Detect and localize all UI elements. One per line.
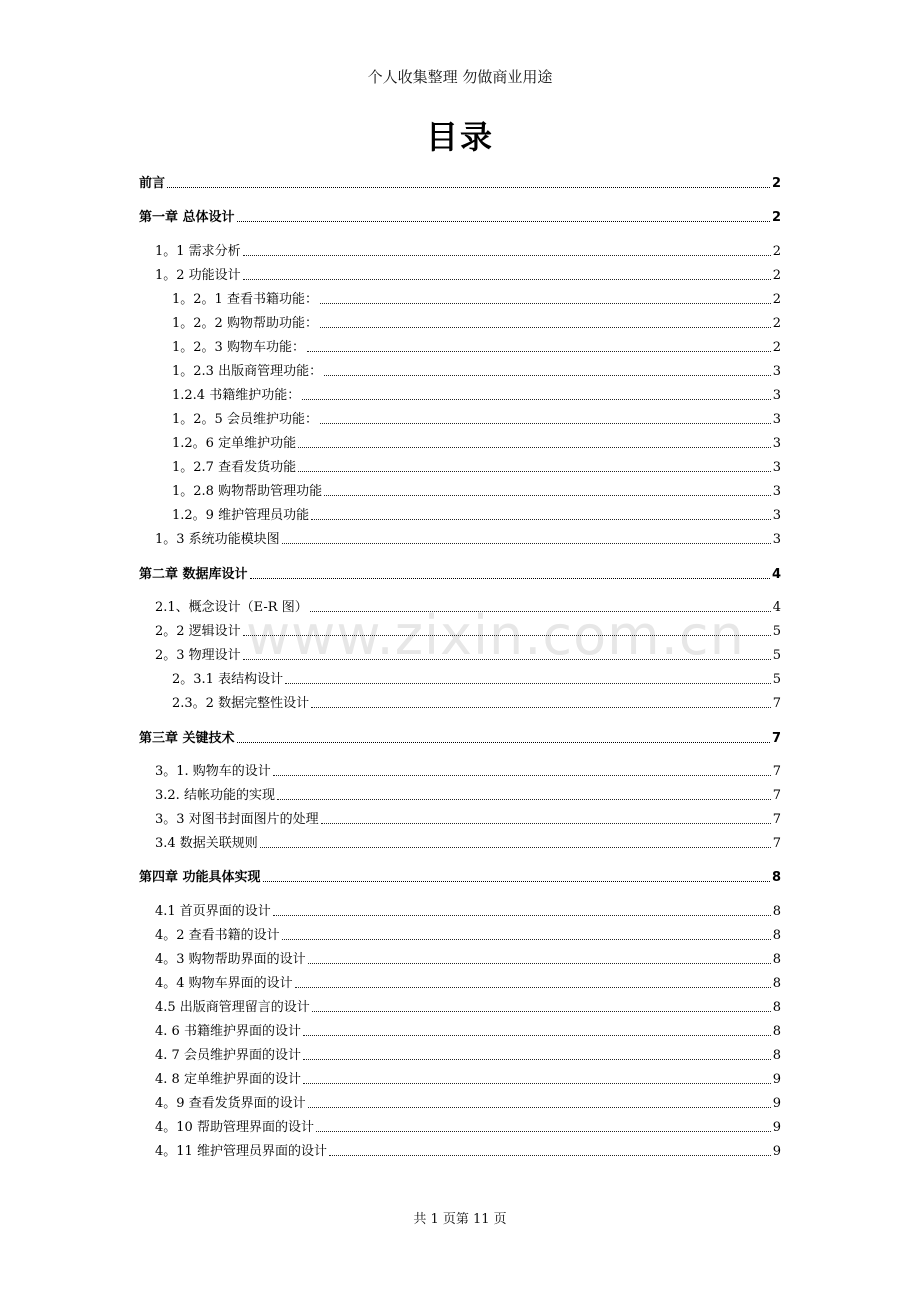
toc-entry-label: 1。2.3 出版商管理功能： — [172, 364, 323, 379]
toc-entry-label: 3。3 对图书封面图片的处理 — [155, 812, 319, 827]
toc-dot-leader — [307, 351, 771, 352]
toc-entry-label: 1。2.7 查看发货功能 — [172, 460, 297, 475]
toc-entry-label: 4。11 维护管理员界面的设计 — [155, 1144, 327, 1159]
toc-dot-leader — [302, 399, 771, 400]
toc-entry-label: 4. 8 定单维护界面的设计 — [155, 1072, 301, 1087]
toc-dot-leader — [316, 1131, 771, 1132]
toc-dot-leader — [243, 279, 771, 280]
toc-dot-leader — [298, 471, 771, 472]
toc-entry — [155, 620, 781, 640]
toc-entry-label: 4。2 查看书籍的设计 — [155, 928, 280, 943]
toc-entry — [155, 1092, 781, 1112]
toc-chapter-entry — [139, 727, 781, 747]
toc-entry-page-number: 2 — [772, 316, 781, 331]
toc-entry — [155, 528, 781, 548]
toc-entry-label: 4. 6 书籍维护界面的设计 — [155, 1024, 301, 1039]
toc-entry-label: 1。2。5 会员维护功能： — [172, 412, 318, 427]
toc-entry-page-number: 3 — [772, 388, 781, 403]
toc-entry — [172, 456, 781, 476]
toc-entry — [172, 336, 781, 356]
toc-dot-leader — [277, 799, 771, 800]
page-header-note: 个人收集整理 勿做商业用途 — [367, 68, 553, 86]
toc-entry-page-number: 9 — [772, 1144, 781, 1159]
toc-entry — [155, 1116, 781, 1136]
toc-dot-leader — [263, 881, 770, 882]
toc-chapter-entry — [139, 206, 781, 226]
toc-dot-leader — [324, 375, 771, 376]
toc-entry-page-number: 8 — [772, 952, 781, 967]
toc-entry — [172, 312, 781, 332]
toc-dot-leader — [308, 963, 771, 964]
toc-dot-leader — [237, 742, 770, 743]
toc-entry — [155, 264, 781, 284]
toc-dot-leader — [320, 303, 771, 304]
toc-entry-label: 1。1 需求分析 — [155, 244, 241, 259]
toc-entry — [172, 360, 781, 380]
toc-entry-page-number: 3 — [772, 508, 781, 523]
toc-dot-leader — [243, 659, 771, 660]
toc-entry-page-number: 2 — [772, 244, 781, 259]
toc-dot-leader — [295, 987, 771, 988]
toc-entry-page-number: 7 — [771, 731, 781, 746]
toc-entry-label: 2.3。2 数据完整性设计 — [172, 696, 310, 711]
toc-dot-leader — [324, 495, 771, 496]
toc-entry — [155, 948, 781, 968]
toc-dot-leader — [167, 187, 770, 188]
toc-entry — [172, 408, 781, 428]
toc-entry — [172, 668, 781, 688]
toc-entry-label: 3。1. 购物车的设计 — [155, 764, 271, 779]
toc-entry-label: 3.2. 结帐功能的实现 — [155, 788, 275, 803]
toc-dot-leader — [250, 578, 770, 579]
toc-entry-label: 2.1、概念设计（E-R 图） — [155, 600, 308, 615]
toc-entry — [172, 480, 781, 500]
toc-entry-page-number: 2 — [772, 268, 781, 283]
toc-entry-page-number: 8 — [772, 1024, 781, 1039]
toc-entry-label: 4。3 购物帮助界面的设计 — [155, 952, 306, 967]
toc-dot-leader — [308, 1107, 771, 1108]
toc-entry-label: 第一章 总体设计 — [139, 210, 235, 225]
toc-entry-label: 1.2.4 书籍维护功能： — [172, 388, 301, 403]
toc-entry-page-number: 5 — [772, 672, 781, 687]
toc-entry — [155, 644, 781, 664]
toc-entry — [155, 1068, 781, 1088]
toc-entry — [172, 504, 781, 524]
toc-entry-label: 1.2。9 维护管理员功能 — [172, 508, 310, 523]
toc-entry-page-number: 8 — [772, 904, 781, 919]
toc-entry-label: 1。2。3 购物车功能： — [172, 340, 305, 355]
toc-entry-label: 1.2。6 定单维护功能 — [172, 436, 297, 451]
toc-chapter-entry — [139, 563, 781, 583]
toc-entry — [155, 1020, 781, 1040]
toc-entry — [172, 384, 781, 404]
toc-entry-page-number: 8 — [771, 870, 781, 885]
toc-entry-label: 4.5 出版商管理留言的设计 — [155, 1000, 310, 1015]
toc-entry-label: 第四章 功能具体实现 — [139, 870, 261, 885]
toc-entry-label: 4。9 查看发货界面的设计 — [155, 1096, 306, 1111]
toc-dot-leader — [273, 915, 771, 916]
toc-entry-label: 3.4 数据关联规则 — [155, 836, 258, 851]
toc-entry-page-number: 7 — [772, 696, 781, 711]
toc-entry-label: 1。2.8 购物帮助管理功能 — [172, 484, 323, 499]
toc-dot-leader — [303, 1035, 771, 1036]
toc-entry-label: 2。3.1 表结构设计 — [172, 672, 284, 687]
toc-entry-label: 4。4 购物车界面的设计 — [155, 976, 293, 991]
toc-dot-leader — [303, 1059, 771, 1060]
toc-entry-label: 2。3 物理设计 — [155, 648, 241, 663]
toc-entry-page-number: 3 — [772, 532, 781, 547]
toc-entry-page-number: 7 — [772, 764, 781, 779]
toc-dot-leader — [321, 823, 771, 824]
toc-dot-leader — [310, 611, 771, 612]
toc-dot-leader — [320, 423, 771, 424]
toc-dot-leader — [243, 255, 771, 256]
toc-entry — [155, 808, 781, 828]
toc-dot-leader — [260, 847, 771, 848]
toc-entry — [155, 1140, 781, 1160]
toc-entry-label: 1。3 系统功能模块图 — [155, 532, 280, 547]
toc-entry-page-number: 9 — [772, 1072, 781, 1087]
toc-entry — [155, 240, 781, 260]
toc-entry — [172, 432, 781, 452]
toc-entry-page-number: 5 — [772, 648, 781, 663]
toc-entry-page-number: 9 — [772, 1096, 781, 1111]
toc-entry — [155, 1044, 781, 1064]
toc-dot-leader — [329, 1155, 771, 1156]
toc-dot-leader — [237, 221, 770, 222]
toc-dot-leader — [311, 707, 771, 708]
toc-entry — [172, 288, 781, 308]
toc-entry — [155, 784, 781, 804]
watermark-text: www.zixin.com.cn — [246, 604, 745, 667]
toc-entry-page-number: 9 — [772, 1120, 781, 1135]
toc-dot-leader — [303, 1083, 771, 1084]
toc-entry-page-number: 7 — [772, 836, 781, 851]
toc-entry — [155, 832, 781, 852]
toc-entry — [155, 760, 781, 780]
toc-entry-label: 2。2 逻辑设计 — [155, 624, 241, 639]
toc-entry — [155, 924, 781, 944]
toc-entry-page-number: 8 — [772, 928, 781, 943]
toc-entry-page-number: 3 — [772, 364, 781, 379]
toc-entry-label: 1。2 功能设计 — [155, 268, 241, 283]
toc-entry — [155, 996, 781, 1016]
toc-dot-leader — [298, 447, 771, 448]
toc-entry-page-number: 8 — [772, 976, 781, 991]
toc-entry-page-number: 2 — [771, 210, 781, 225]
toc-entry-page-number: 4 — [771, 567, 781, 582]
toc-entry — [155, 900, 781, 920]
toc-entry-label: 1。2。1 查看书籍功能： — [172, 292, 318, 307]
toc-dot-leader — [282, 543, 771, 544]
toc-entry-page-number: 2 — [772, 292, 781, 307]
toc-entry-page-number: 7 — [772, 812, 781, 827]
toc-entry-label: 前言 — [139, 176, 166, 191]
toc-entry — [172, 692, 781, 712]
toc-dot-leader — [282, 939, 771, 940]
toc-dot-leader — [320, 327, 771, 328]
toc-entry-label: 4。10 帮助管理界面的设计 — [155, 1120, 314, 1135]
toc-entry-page-number: 2 — [772, 340, 781, 355]
toc-entry-page-number: 4 — [772, 600, 781, 615]
toc-entry-page-number: 8 — [772, 1000, 781, 1015]
toc-entry-label: 4.1 首页界面的设计 — [155, 904, 271, 919]
toc-entry-page-number: 5 — [772, 624, 781, 639]
toc-entry-label: 第三章 关键技术 — [139, 731, 235, 746]
toc-entry-label: 第二章 数据库设计 — [139, 567, 248, 582]
toc-entry-page-number: 3 — [772, 436, 781, 451]
toc-entry-label: 1。2。2 购物帮助功能： — [172, 316, 318, 331]
toc-chapter-entry — [139, 866, 781, 886]
toc-entry-page-number: 3 — [772, 460, 781, 475]
toc-entry-page-number: 3 — [772, 484, 781, 499]
toc-entry — [155, 596, 781, 616]
toc-entry-page-number: 3 — [772, 412, 781, 427]
page-footer-note: 共 1 页第 11 页 — [413, 1212, 507, 1227]
toc-entry-page-number: 8 — [772, 1048, 781, 1063]
toc-entry-page-number: 2 — [771, 176, 781, 191]
toc-chapter-entry — [139, 172, 781, 192]
toc-entry — [155, 972, 781, 992]
toc-dot-leader — [285, 683, 771, 684]
toc-entry-page-number: 7 — [772, 788, 781, 803]
toc-dot-leader — [311, 519, 771, 520]
page-title: 目录 — [425, 118, 494, 156]
toc-dot-leader — [312, 1011, 771, 1012]
toc-entry-label: 4. 7 会员维护界面的设计 — [155, 1048, 301, 1063]
toc-dot-leader — [243, 635, 771, 636]
toc-dot-leader — [273, 775, 771, 776]
